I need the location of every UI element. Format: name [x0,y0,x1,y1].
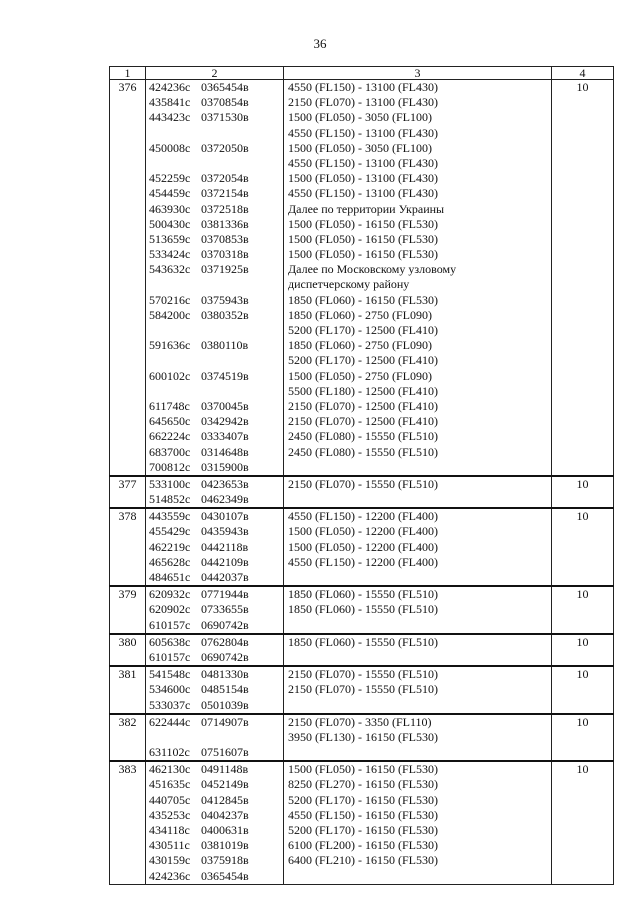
altitude-range: 1500 (FL050) - 16150 (FL530) [288,247,438,262]
latitude: 570216с [149,292,191,307]
latitude: 533037с [149,697,191,712]
longitude: 0491148в [201,762,249,777]
latitude: 484651с [149,570,191,584]
coordinate-line [149,186,283,201]
altitude-range: 1500 (FL050) - 3050 (FL100) [288,110,432,125]
longitude: 0435943в [201,524,249,539]
longitude: 0714907в [201,714,249,729]
longitude: 0333407в [201,429,249,444]
altitude-range: 2150 (FL070) - 12500 (FL410) [288,398,438,413]
header-col-2: 2 [146,67,284,80]
coordinate-line [149,618,283,633]
coordinate-line [149,460,283,475]
altitude-range: 2450 (FL080) - 15550 (FL510) [288,429,438,444]
longitude: 0314648в [201,444,249,459]
latitude: 434118с [149,823,190,837]
altitude-cell [284,761,552,884]
altitude-range: 1850 (FL060) - 2750 (FL090) [288,307,432,322]
longitude: 0315900в [201,459,249,474]
altitude-range: 2150 (FL070) - 15550 (FL510) [288,667,438,682]
route-id: 380 [110,634,146,666]
latitude: 600102с [149,368,191,383]
header-col-1: 1 [110,67,146,80]
coordinate-line [149,202,283,217]
altitude-range: 1500 (FL050) - 3050 (FL100) [288,140,432,155]
altitude-range: 8250 (FL270) - 16150 (FL530) [288,777,438,792]
altitude-range: диспетчерскому району [288,277,410,292]
longitude: 0375918в [201,853,249,868]
latitude: 451635с [149,777,191,792]
latitude: 610157с [149,649,191,664]
altitude-range: 2150 (FL070) - 15550 (FL510) [288,682,438,697]
altitude-cell [284,634,552,666]
latitude: 455429с [149,524,191,539]
coordinate-line [149,262,283,277]
altitude-cell [284,80,552,476]
longitude: 0370045в [201,398,249,413]
altitude-range: 6400 (FL210) - 16150 (FL530) [288,853,438,868]
longitude: 0381336в [201,216,249,231]
altitude-range: 1500 (FL050) - 12200 (FL400) [288,524,438,539]
coordinate-cell [146,634,284,666]
header-col-3: 3 [284,67,552,80]
latitude: 611748с [149,398,190,413]
latitude: 620932с [149,587,191,602]
altitude-cell [284,586,552,634]
coordinate-line [149,853,283,868]
longitude: 0372518в [201,201,249,216]
altitude-range: 2150 (FL070) - 12500 (FL410) [288,414,438,429]
longitude: 0380110в [201,338,249,353]
latitude: 584200с [149,307,191,322]
coordinate-line [149,540,283,555]
coordinate-line [149,414,283,429]
coordinate-cell [146,666,284,714]
coordinate-line [149,338,283,353]
coordinate-line [149,110,283,125]
coordinate-line [149,323,283,338]
longitude: 0371925в [201,262,249,277]
coordinate-line [149,698,283,713]
coordinate-line [149,429,283,444]
coordinate-line [149,793,283,808]
latitude: 622444с [149,714,191,729]
coordinate-line [149,308,283,323]
latitude: 424236с [149,80,191,94]
latitude: 462219с [149,539,191,554]
longitude: 0462349в [201,492,249,507]
longitude: 0372050в [201,140,249,155]
longitude: 0733655в [201,602,249,617]
coordinate-line [149,838,283,853]
altitude-range: 4550 (FL150) - 12200 (FL400) [288,509,438,524]
altitude-range: Далее по Московскому узловому [288,262,457,277]
coordinate-line [149,232,283,247]
coordinate-line [149,156,283,171]
latitude: 462130с [149,762,191,777]
coordinate-line [149,80,283,95]
longitude: 0371530в [201,110,249,125]
latitude: 662224с [149,429,191,444]
latitude: 534600с [149,682,191,697]
longitude: 0412845в [201,792,249,807]
longitude: 0370854в [201,95,249,110]
longitude: 0365454в [201,868,249,883]
column-4-value: 10 [552,80,614,476]
latitude: 683700с [149,444,191,459]
route-id: 383 [110,761,146,884]
longitude: 0374519в [201,368,249,383]
column-4-value: 10 [552,634,614,666]
altitude-range: 1850 (FL060) - 15550 (FL510) [288,634,438,649]
altitude-range: 6100 (FL200) - 16150 (FL530) [288,838,438,853]
coordinate-line [149,602,283,617]
altitude-range: 1850 (FL060) - 2750 (FL090) [288,338,432,353]
altitude-range: 1500 (FL050) - 13100 (FL430) [288,171,438,186]
column-4-value: 10 [552,586,614,634]
latitude: 605638с [149,634,191,649]
longitude: 0430107в [201,509,249,524]
latitude: 533424с [149,247,191,262]
longitude: 0771944в [201,587,249,602]
altitude-range: 4550 (FL150) - 13100 (FL430) [288,125,438,140]
longitude: 0442037в [201,570,249,584]
latitude: 430159с [149,853,191,868]
coordinate-line [149,247,283,262]
longitude: 0751607в [201,745,249,760]
header-row [110,67,614,80]
latitude: 452259с [149,171,191,186]
longitude: 0690742в [201,649,249,664]
altitude-range: 2450 (FL080) - 15550 (FL510) [288,444,438,459]
route-id: 377 [110,476,146,508]
route-id: 381 [110,666,146,714]
altitude-range: 5200 (FL170) - 16150 (FL530) [288,792,438,807]
altitude-range: 4550 (FL150) - 13100 (FL430) [288,155,438,170]
coordinate-line [149,650,283,665]
latitude: 591636с [149,338,191,353]
latitude: 424236с [149,868,191,883]
altitude-cell [284,714,552,762]
longitude: 0380352в [201,307,249,322]
table-row [110,666,614,714]
coordinate-line [149,635,283,650]
latitude: 541548с [149,667,191,682]
altitude-range: 1850 (FL060) - 16150 (FL530) [288,292,438,307]
coordinate-line [149,477,283,492]
latitude: 465628с [149,554,191,569]
altitude-range: 4550 (FL150) - 16150 (FL530) [288,807,438,822]
longitude: 0370318в [201,247,249,262]
coordinate-line [149,762,283,777]
latitude: 533100с [149,476,191,491]
coordinate-line [149,715,283,730]
coordinate-cell [146,80,284,476]
altitude-range: 3950 (FL130) - 16150 (FL530) [288,729,438,744]
route-id: 378 [110,508,146,586]
longitude: 0370853в [201,231,249,246]
altitude-range: 1500 (FL050) - 12200 (FL400) [288,539,438,554]
table-row [110,714,614,762]
page-number: 36 [313,36,327,51]
coordinate-line [149,570,283,585]
longitude: 0690742в [201,617,249,632]
coordinate-cell [146,508,284,586]
altitude-cell [284,508,552,586]
longitude: 0501039в [201,697,249,712]
coordinate-line [149,667,283,682]
longitude: 0481330в [201,667,249,682]
latitude: 700812с [149,459,191,474]
column-4-value: 10 [552,476,614,508]
altitude-range: 1850 (FL060) - 15550 (FL510) [288,587,438,602]
coordinate-line [149,95,283,110]
latitude: 435841с [149,95,191,110]
latitude: 430511с [149,838,190,853]
coordinate-line [149,399,283,414]
altitude-range: 5200 (FL170) - 12500 (FL410) [288,323,438,337]
coordinate-line [149,745,283,760]
longitude: 0372154в [201,186,249,201]
latitude: 631102с [149,745,190,760]
column-4-value: 10 [552,714,614,762]
altitude-range: 2150 (FL070) - 13100 (FL430) [288,95,438,110]
table-row [110,761,614,884]
table-row [110,634,614,666]
coordinate-line [149,445,283,460]
longitude: 0372054в [201,171,249,186]
coordinate-line [149,869,283,884]
coordinate-cell [146,586,284,634]
table-row [110,586,614,634]
coordinate-line [149,277,283,292]
longitude: 0442109в [201,554,249,569]
longitude: 0485154в [201,682,249,697]
latitude: 454459с [149,186,191,201]
latitude: 463930с [149,201,191,216]
longitude: 0442118в [201,539,249,554]
coordinate-line [149,171,283,186]
latitude: 440705с [149,792,191,807]
altitude-range: 4550 (FL150) - 12200 (FL400) [288,554,438,569]
coordinate-line [149,509,283,524]
longitude: 0400631в [201,823,249,837]
coordinate-line [149,682,283,697]
altitude-range: 5500 (FL180) - 12500 (FL410) [288,383,438,398]
table-row [110,476,614,508]
altitude-range: 1500 (FL050) - 16150 (FL530) [288,762,438,777]
altitude-range: 2150 (FL070) - 3350 (FL110) [288,714,432,729]
latitude: 645650с [149,414,191,429]
coordinate-line [149,555,283,570]
coordinate-line [149,823,283,838]
header-col-4: 4 [552,67,614,80]
altitude-cell [284,666,552,714]
latitude: 610157с [149,617,191,632]
altitude-range: 4550 (FL150) - 13100 (FL430) [288,186,438,201]
coordinate-line [149,524,283,539]
longitude: 0381019в [201,838,249,853]
altitude-range: 5200 (FL170) - 12500 (FL410) [288,353,438,368]
altitude-range: 1850 (FL060) - 15550 (FL510) [288,602,438,617]
coordinate-cell [146,714,284,762]
coordinate-line [149,384,283,399]
coordinate-line [149,808,283,823]
route-id: 382 [110,714,146,762]
latitude: 543632с [149,262,191,277]
coordinate-line [149,293,283,308]
altitude-range: 1500 (FL050) - 16150 (FL530) [288,216,438,231]
route-id: 376 [110,80,146,476]
latitude: 443423с [149,110,191,125]
coordinate-line [149,587,283,602]
longitude: 0423653в [201,476,249,491]
coordinate-line [149,217,283,232]
longitude: 0375943в [201,292,249,307]
longitude: 0452149в [201,777,249,792]
longitude: 0342942в [201,414,249,429]
coordinate-line [149,141,283,156]
altitude-range: 1500 (FL050) - 2750 (FL090) [288,368,432,383]
coordinate-cell [146,476,284,508]
latitude: 443559с [149,509,191,524]
altitude-range: 1500 (FL050) - 16150 (FL530) [288,231,438,246]
altitude-range: 4550 (FL150) - 13100 (FL430) [288,80,438,94]
latitude: 620902с [149,602,191,617]
longitude: 0404237в [201,807,249,822]
route-table [109,66,614,885]
longitude: 0365454в [201,80,249,94]
latitude: 450008с [149,140,191,155]
coordinate-line [149,126,283,141]
latitude: 435253с [149,807,191,822]
coordinate-cell [146,761,284,884]
column-4-value: 10 [552,666,614,714]
column-4-value: 10 [552,508,614,586]
coordinate-line [149,730,283,745]
table-row [110,80,614,476]
latitude: 514852с [149,492,191,507]
route-id: 379 [110,586,146,634]
altitude-range: 5200 (FL170) - 16150 (FL530) [288,823,438,837]
coordinate-line [149,492,283,507]
altitude-cell [284,476,552,508]
longitude: 0762804в [201,634,249,649]
column-4-value: 10 [552,761,614,884]
latitude: 513659с [149,231,191,246]
coordinate-line [149,777,283,792]
latitude: 500430с [149,216,191,231]
coordinate-line [149,353,283,368]
coordinate-line [149,369,283,384]
altitude-range: Далее по территории Украины [288,201,445,216]
table-row [110,508,614,586]
altitude-range: 2150 (FL070) - 15550 (FL510) [288,476,438,491]
